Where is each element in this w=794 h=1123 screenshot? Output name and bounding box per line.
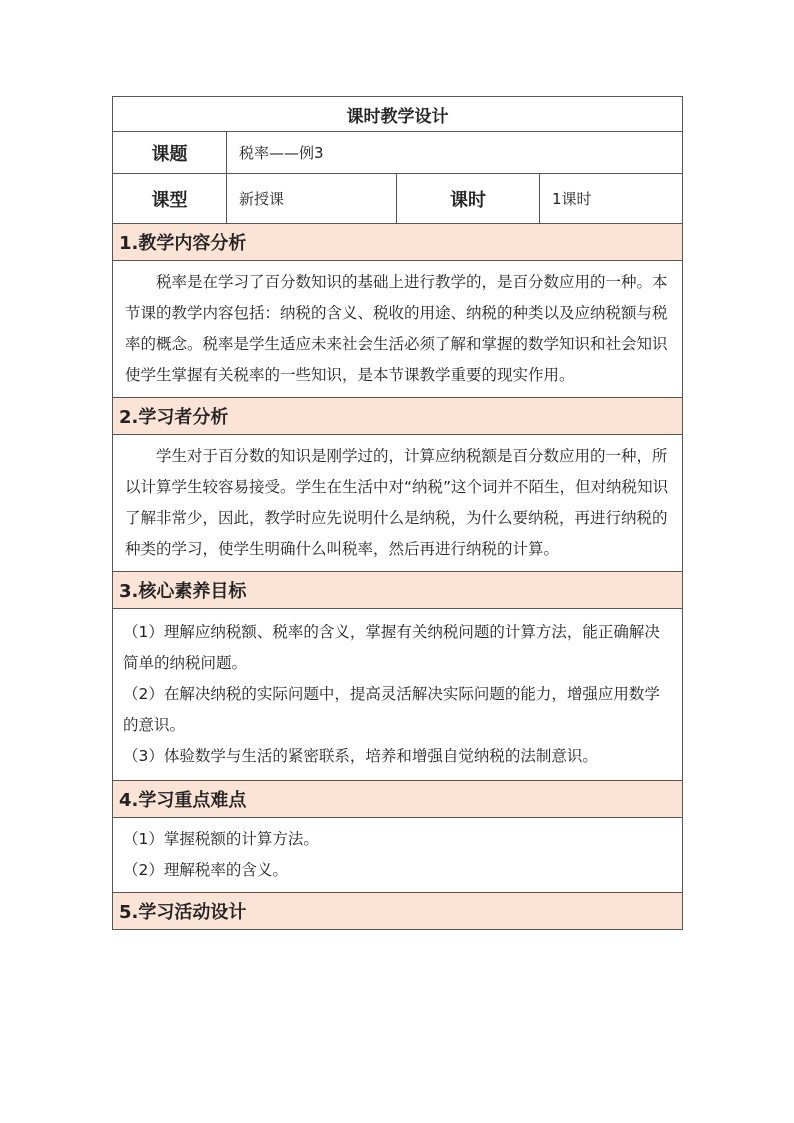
lesson-type-value: 新授课 [227, 174, 397, 224]
list-item: （2）在解决纳税的实际问题中，提高灵活解决实际问题的能力，增强应用数学的意识。 [123, 685, 660, 734]
section-body-key-points [113, 818, 683, 893]
section-heading-learner-analysis: 2.学习者分析 [113, 398, 683, 435]
lesson-plan-table [112, 96, 683, 930]
document-title: 课时教学设计 [113, 97, 683, 132]
section-body-content-analysis [113, 261, 683, 398]
list-item: （1）掌握税额的计算方法。 [123, 830, 319, 848]
section-body-core-goals [113, 609, 683, 781]
topic-value: 税率——例3 [227, 132, 683, 174]
section-body-learner-analysis [113, 435, 683, 572]
lesson-type-label: 课型 [113, 174, 227, 224]
topic-label: 课题 [113, 132, 227, 174]
lesson-hours-label: 课时 [397, 174, 540, 224]
list-item: （1）理解应纳税额、税率的含义，掌握有关纳税问题的计算方法，能正确解决简单的纳税问题。 [123, 623, 660, 672]
paragraph: 学生对于百分数的知识是刚学过的，计算应纳税额是百分数应用的一种，所以计算学生较容易接受。学生在生活中对“纳税”这个词并不陌生，但对纳税知识了解非常少，因此，教学时应先说明什么是纳税，为什么要纳税，再进行纳税的种类的学习，使学生明确什么叫税率，然后再进行纳税的计算。 [125, 447, 669, 558]
section-heading-content-analysis: 1.教学内容分析 [113, 224, 683, 261]
lesson-hours-value: 1课时 [540, 174, 683, 224]
section-heading-key-points: 4.学习重点难点 [113, 781, 683, 818]
list-item: （3）体验数学与生活的紧密联系，培养和增强自觉纳税的法制意识。 [123, 747, 598, 765]
section-heading-activity-design: 5.学习活动设计 [113, 893, 683, 930]
list-item: （2）理解税率的含义。 [123, 861, 288, 879]
paragraph: 税率是在学习了百分数知识的基础上进行教学的，是百分数应用的一种。本节课的教学内容包括：纳税的含义、税收的用途、纳税的种类以及应纳税额与税率的概念。税率是学生适应未来社会生活必须了解和掌握的数学知识和社会知识使学生掌握有关税率的一些知识，是本节课教学重要的现实作用。 [125, 273, 668, 384]
section-heading-core-goals: 3.核心素养目标 [113, 572, 683, 609]
